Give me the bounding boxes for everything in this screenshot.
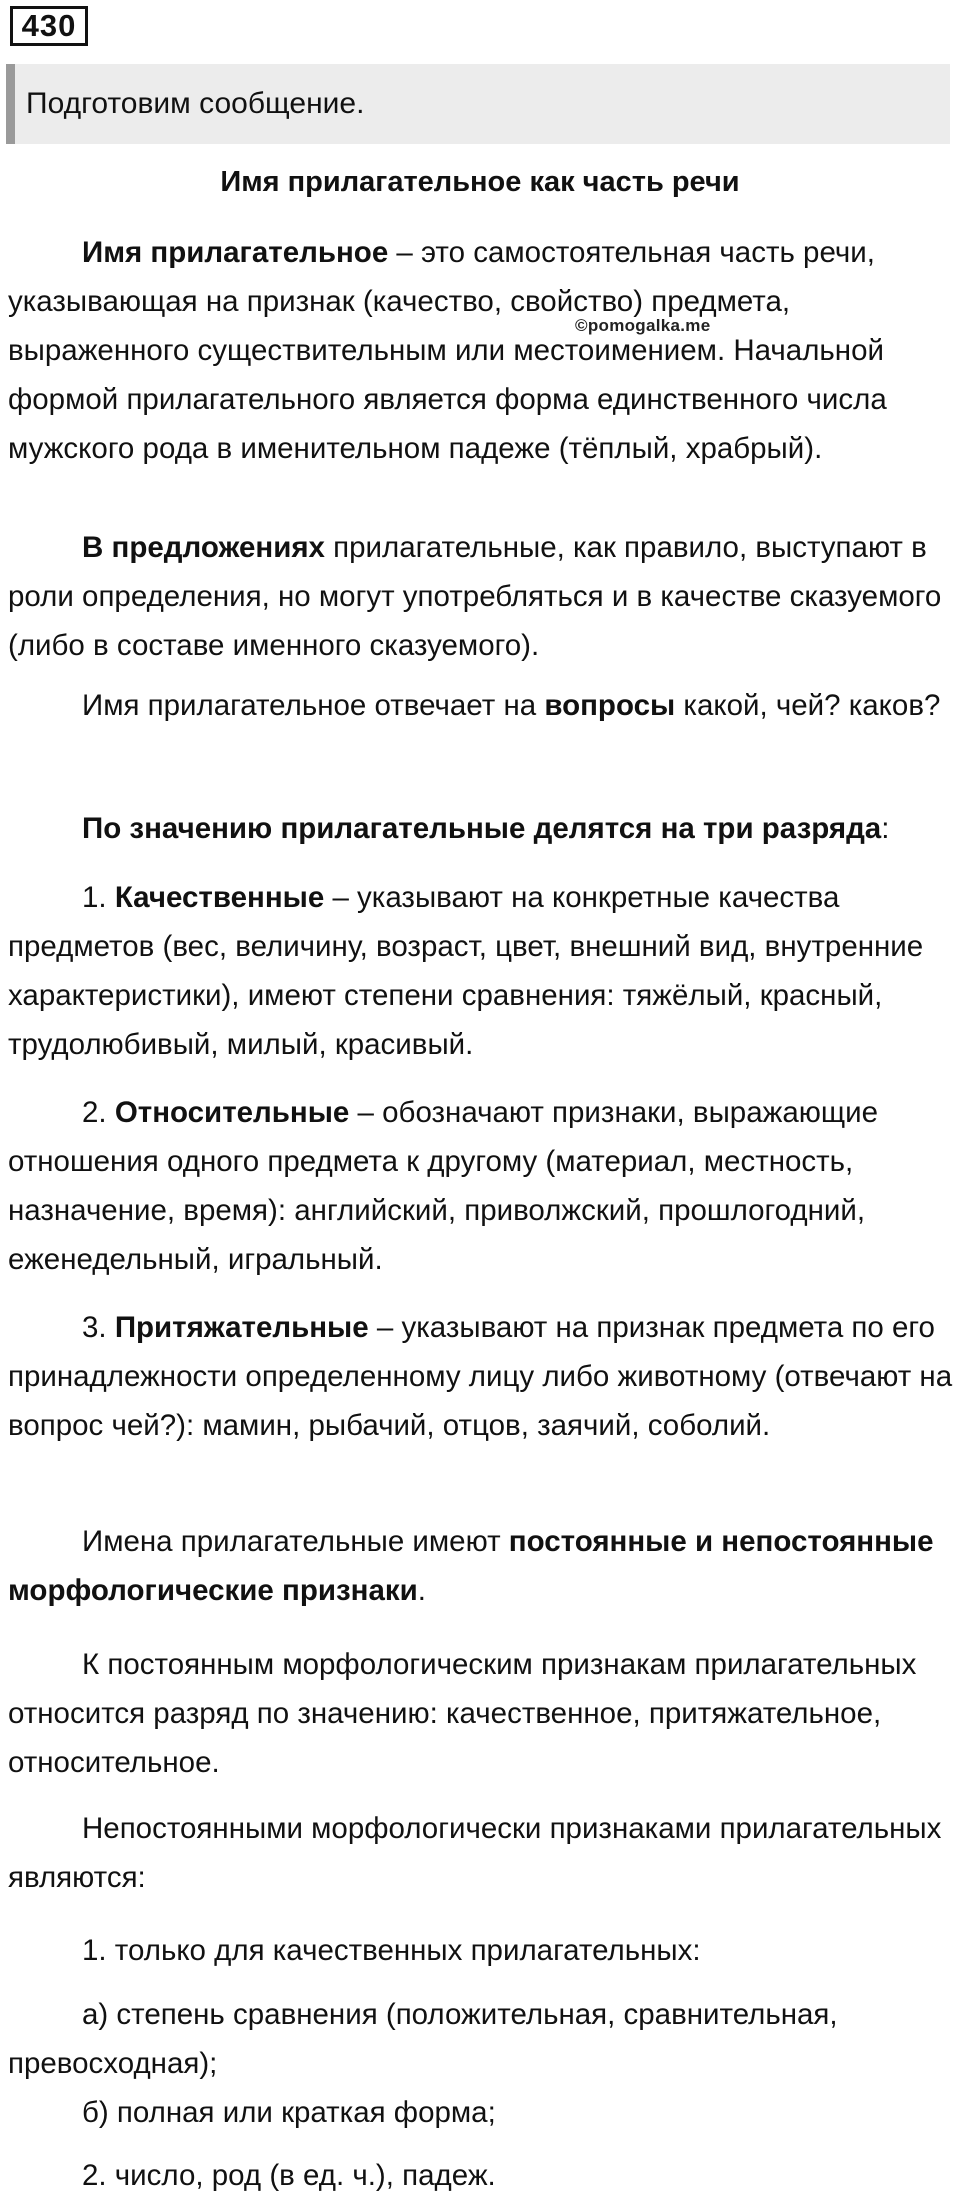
paragraph-text: Имена прилагательные имеют: [82, 1525, 509, 1558]
list-number: 2.: [82, 1096, 115, 1129]
paragraph-text: :: [881, 812, 890, 845]
paragraph-questions: [8, 681, 956, 730]
paragraph-text: – указывают на признак предмета по его принадлежности определенному лицу либо животному (отвечают на вопрос чей?): мамин, рыбачий, отцов, заячий, соболий.: [8, 1311, 953, 1442]
paragraph-text: Имя прилагательное отвечает на: [82, 689, 545, 722]
list-number: 3.: [82, 1311, 115, 1344]
list-item-comparison-degree: [8, 1990, 956, 2088]
paragraph-text: б) полная или краткая форма;: [82, 2096, 496, 2129]
term-bold: вопросы: [544, 689, 676, 722]
paragraph-text: – указывают на конкретные качества предметов (вес, величину, возраст, цвет, внешний вид, внутренние характеристики), имеют степени сравнения: тяжёлый, красный, трудолюбивый, милый, красивый.: [8, 881, 924, 1061]
paragraph-text: Непостоянными морфологически признаками прилагательных являются:: [8, 1812, 942, 1894]
term-bold: постоянные и непостоянные морфологические признаки: [8, 1525, 934, 1607]
term-bold: Относительные: [114, 1096, 350, 1129]
term-bold: В предложениях: [82, 531, 325, 564]
paragraph-constant-features: [8, 1640, 956, 1787]
paragraph-text: .: [417, 1574, 426, 1607]
term-bold: По значению прилагательные делятся на три разряда: [82, 812, 882, 845]
paragraph-text: какой, чей? каков?: [675, 689, 941, 722]
paragraph-text: К постоянным морфологическим признакам прилагательных относится разряд по значению: качественное, притяжательное, относительное.: [8, 1648, 917, 1779]
list-number: 1.: [82, 881, 115, 914]
paragraph-text: 1. только для качественных прилагательных:: [82, 1934, 701, 1967]
paragraph-text: – это самостоятельная часть речи, указывающая на признак (качество, свойство) предмета, выраженного существительным или местоимением. Начальной формой прилагательного является форма единственного числа мужского рода в именительном падеже (тёплый, храбрый).: [8, 236, 887, 465]
task-number: 430: [10, 6, 88, 46]
list-item-possessive: [8, 1303, 956, 1450]
paragraph-sentences: [8, 523, 956, 670]
paragraph-variable-features: [8, 1804, 956, 1902]
term-bold: Качественные: [114, 881, 325, 914]
list-item-qualitative: [8, 873, 956, 1069]
list-item-qualitative-only: [8, 1926, 956, 1975]
paragraph-text: а) степень сравнения (положительная, сравнительная, превосходная);: [8, 1998, 838, 2080]
list-item-full-short-form: [8, 2088, 956, 2137]
paragraph-text: 2. число, род (в ед. ч.), падеж.: [82, 2159, 496, 2192]
watermark: ©pomogalka.me: [575, 316, 711, 335]
paragraph-text: – обозначают признаки, выражающие отношения одного предмета к другому (материал, местность, назначение, время): английский, приволжский, прошлогодний, еженедельный, игральный.: [8, 1096, 879, 1276]
paragraph-text: прилагательные, как правило, выступают в роли определения, но могут употребляться и в качестве сказуемого (либо в составе именного сказуемого).: [8, 531, 942, 662]
page-title: Имя прилагательное как часть речи: [220, 166, 740, 198]
intro-banner: [6, 64, 950, 144]
intro-banner-text: Подготовим сообщение.: [26, 87, 365, 120]
term-bold: Имя прилагательное: [82, 236, 389, 269]
term-bold: Притяжательные: [114, 1311, 369, 1344]
paragraph-features: [8, 1517, 956, 1615]
paragraph-categories-heading: [8, 804, 956, 853]
paragraph-definition: [8, 228, 956, 473]
list-item-number-gender-case: [8, 2151, 956, 2200]
list-item-relative: [8, 1088, 956, 1284]
